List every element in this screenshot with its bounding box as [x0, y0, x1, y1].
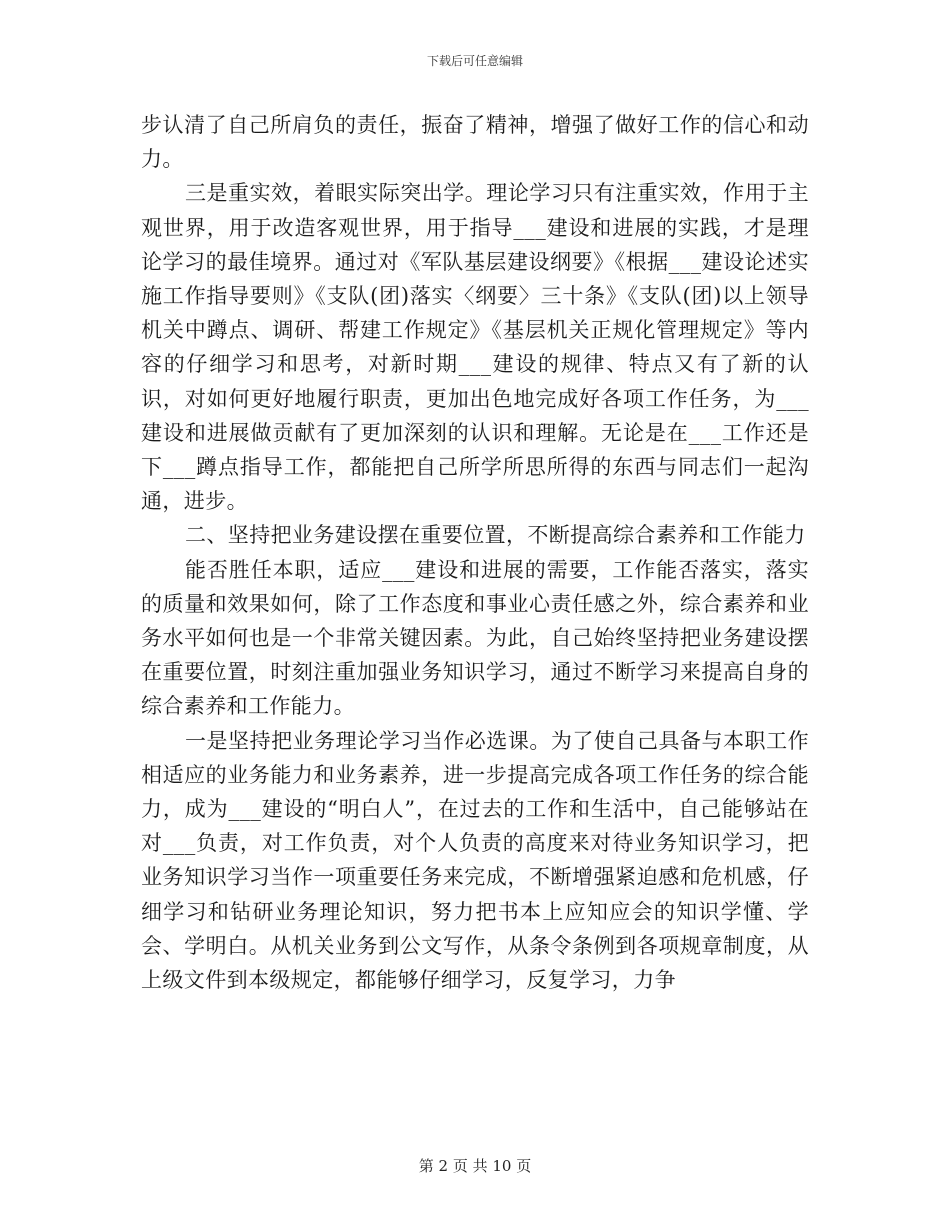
section-heading-2: 二、坚持把业务建设摆在重要位置，不断提高综合素养和工作能力 — [185, 523, 806, 548]
page-number: 第 2 页 共 10 页 — [418, 1157, 532, 1175]
body-paragraph-2: 三是重实效，着眼实际突出学。理论学习只有注重实效，作用于主观世界，用于改造客观世界，用于指导___建设和进展的实践，才是理论学习的最佳境界。通过对《军队基层建设纲要》《根据___建设论述实施工作指导要则》《支队(团)落实〈纲要〉三十条》《支队(团)以上领导机关中蹲点、调研、帮建工作规定》《基层机关正规化管理规定》等内容的仔细学习和思考，对新时期___建设的规律、特点又有了新的认识，对如何更好地履行职责，更加出色地完成好各项工作任务，为___建设和进展做贡献有了更加深刻的认识和理解。无论是在___工作还是下___蹲点指导工作，都能把自己所学所思所得的东西与同志们一起沟通，进步。 — [141, 181, 809, 514]
body-paragraph-1: 步认清了自己所肩负的责任，振奋了精神，增强了做好工作的信心和动力。 — [141, 113, 809, 172]
document-body — [141, 108, 809, 997]
page-header-note: 下载后可任意编辑 — [426, 54, 523, 68]
body-paragraph-4: 一是坚持把业务理论学习当作必选课。为了使自己具备与本职工作相适应的业务能力和业务素养，进一步提高完成各项工作任务的综合能力，成为___建设的“明白人”，在过去的工作和生活中，自己能够站在对___负责，对工作负责，对个人负责的高度来对待业务知识学习，把业务知识学习当作一项重要任务来完成，不断增强紧迫感和危机感，仔细学习和钻研业务理论知识，努力把书本上应知应会的知识学懂、学会、学明白。从机关业务到公文写作，从条令条例到各项规章制度，从上级文件到本级规定，都能够仔细学习，反复学习，力争 — [141, 728, 809, 993]
body-paragraph-3: 能否胜任本职，适应___建设和进展的需要，工作能否落实，落实的质量和效果如何，除了工作态度和事业心责任感之外，综合素养和业务水平如何也是一个非常关键因素。为此，自己始终坚持把业务建设摆在重要位置，时刻注重加强业务知识学习，通过不断学习来提高自身的综合素养和工作能力。 — [141, 557, 809, 719]
